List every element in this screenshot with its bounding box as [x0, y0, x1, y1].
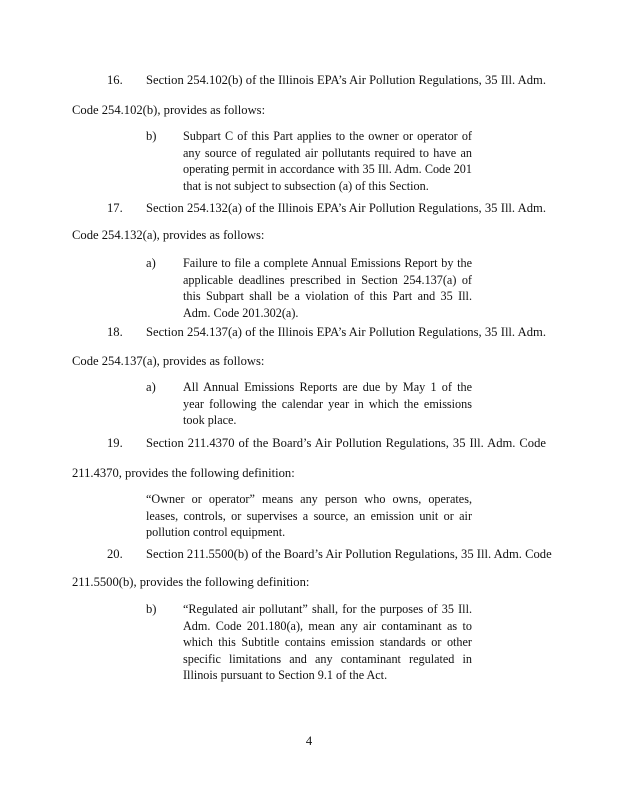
paragraph-18-quote-label: a) — [146, 380, 156, 394]
paragraph-16-first-line: Section 254.102(b) of the Illinois EPA’s Air Pollution Regulations, 35 Ill. Adm. — [146, 73, 546, 87]
paragraph-19-quote-text: “Owner or operator” means any person who owns, operates, leases, controls, or supervises a source, an emission unit or air pollution control equipment. — [146, 492, 472, 539]
page-number: 4 — [305, 734, 313, 748]
paragraph-16-quote-label: b) — [146, 129, 157, 143]
paragraph-16-second-line: Code 254.102(b), provides as follows: — [72, 103, 266, 117]
paragraph-20-quote-label: b) — [146, 602, 157, 616]
paragraph-20-quote-text: “Regulated air pollutant” shall, for the purposes of 35 Ill. Adm. Code 201.180(a), mean any air contaminant as to which this Subtitle contains emission standards or other specific limitations and any contaminant regulated in Illinois pursuant to Section 9.1 of the Act. — [183, 602, 472, 682]
paragraph-17-first-line: Section 254.132(a) of the Illinois EPA’s Air Pollution Regulations, 35 Ill. Adm. — [146, 201, 546, 215]
paragraph-20-second-line: 211.5500(b), provides the following definition: — [72, 575, 310, 589]
paragraph-18-first-line: Section 254.137(a) of the Illinois EPA’s Air Pollution Regulations, 35 Ill. Adm. — [146, 325, 546, 339]
paragraph-19-number: 19. — [107, 436, 123, 450]
paragraph-17-number: 17. — [107, 201, 123, 215]
paragraph-18-quote-text: All Annual Emissions Reports are due by May 1 of the year following the calendar year in which the emissions took place. — [183, 380, 472, 427]
paragraph-18-second-line: Code 254.137(a), provides as follows: — [72, 354, 265, 368]
paragraph-20-number: 20. — [107, 547, 123, 561]
paragraph-17-quote-label: a) — [146, 256, 156, 270]
paragraph-19-first-line: Section 211.4370 of the Board’s Air Pollution Regulations, 35 Ill. Adm. Code — [146, 436, 546, 450]
paragraph-20-first-line: Section 211.5500(b) of the Board’s Air Pollution Regulations, 35 Ill. Adm. Code — [146, 547, 552, 561]
paragraph-16-quote-text: Subpart C of this Part applies to the owner or operator of any source of regulated air pollutants required to have an operating permit in accordance with 35 Ill. Adm. Code 201 that is not subject to subsection (a) of this Section. — [183, 129, 472, 193]
paragraph-16-number: 16. — [107, 73, 123, 87]
paragraph-17-quote-text: Failure to file a complete Annual Emissions Report by the applicable deadlines prescribed in Section 254.137(a) of this Subpart shall be a violation of this Part and 35 Ill. Adm. Code 201.302(a). — [183, 256, 472, 320]
paragraph-18-number: 18. — [107, 325, 123, 339]
paragraph-17-second-line: Code 254.132(a), provides as follows: — [72, 228, 265, 242]
paragraph-19-second-line: 211.4370, provides the following definition: — [72, 466, 295, 480]
